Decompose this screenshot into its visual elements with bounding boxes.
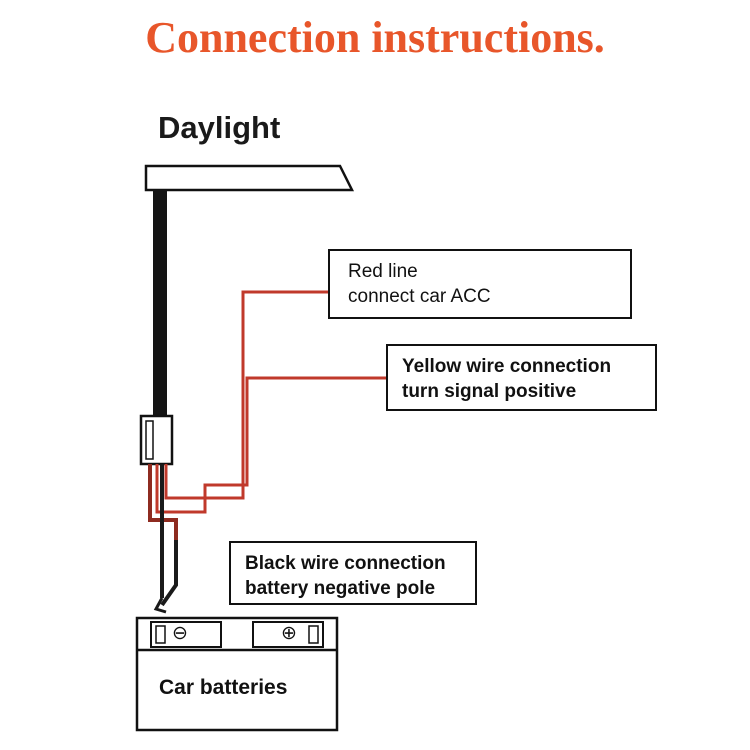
callout-red-line-2: connect car ACC: [348, 286, 491, 307]
page-title: Connection instructions.: [145, 13, 605, 62]
callout-black-wire: [229, 541, 477, 605]
car-battery: [137, 618, 337, 730]
callout-black-line-1: Black wire connection: [245, 553, 446, 574]
callout-yellow-wire: [386, 344, 657, 411]
callout-red-line: [328, 249, 632, 319]
callout-yellow-line-1: Yellow wire connection: [402, 356, 612, 377]
callout-red-line-1: Red line: [348, 261, 418, 282]
connector-block: [141, 416, 172, 464]
battery-positive-terminal-icon: ⊕: [281, 623, 297, 644]
daylight-lamp: [146, 166, 352, 190]
car-batteries-label: Car batteries: [159, 676, 288, 699]
yellow-wire: [157, 378, 388, 512]
battery-negative-terminal-icon: ⊖: [172, 623, 188, 644]
callout-black-line-2: battery negative pole: [245, 578, 436, 599]
daylight-label: Daylight: [158, 110, 281, 145]
callout-yellow-line-2: turn signal positive: [402, 381, 577, 402]
main-cable: [153, 190, 167, 416]
